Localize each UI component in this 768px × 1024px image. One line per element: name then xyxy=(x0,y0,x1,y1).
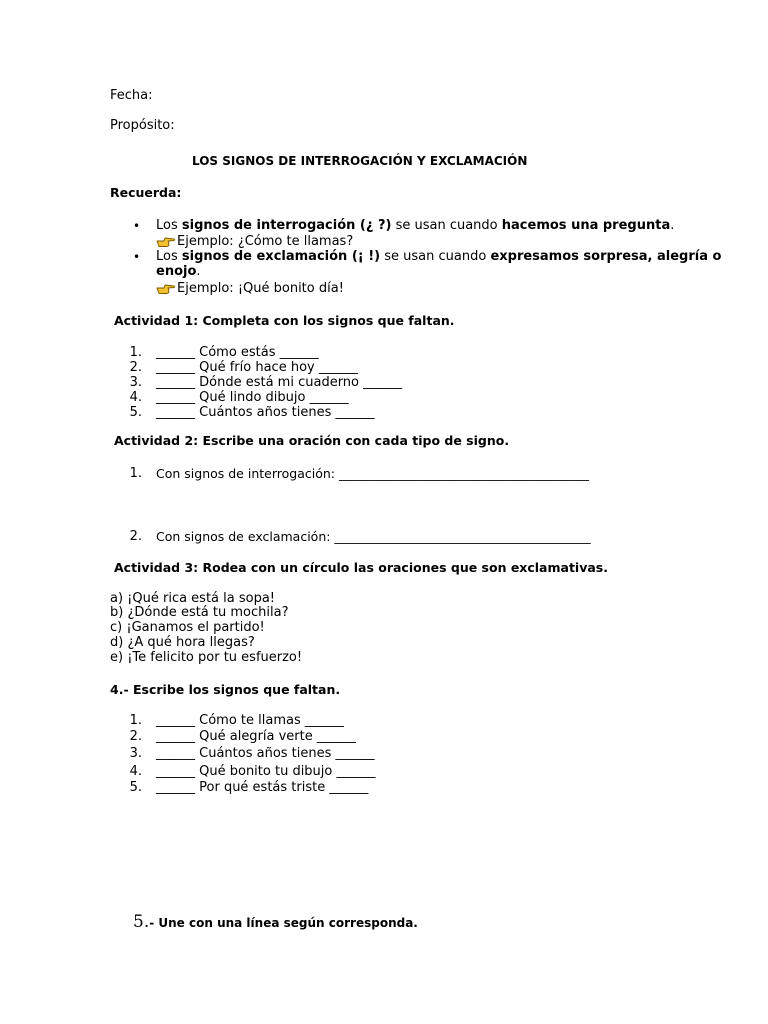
activity5-heading: 5.- Une con una línea según corresponda. xyxy=(133,912,418,932)
list-number: 3. xyxy=(129,375,142,390)
list-item: Con signos de interrogación: ________________________________________ xyxy=(156,466,589,481)
list-number: 4. xyxy=(129,390,142,405)
list-number: 1. xyxy=(129,345,142,360)
list-item: ______ Qué bonito tu dibujo ______ xyxy=(156,764,376,779)
list-item: ______ Cómo estás ______ xyxy=(156,345,319,360)
bullet: • xyxy=(133,250,141,264)
list-number: 1. xyxy=(129,466,142,481)
list-item: c) ¡Ganamos el partido! xyxy=(110,620,265,635)
activity2-heading: Actividad 2: Escribe una oración con cada tipo de signo. xyxy=(114,433,510,448)
remember-heading: Recuerda: xyxy=(110,185,182,200)
list-number: 1. xyxy=(129,713,142,728)
example-interrogation: Ejemplo: ¿Cómo te llamas? xyxy=(177,234,354,249)
list-item: ______ Cuántos años tienes ______ xyxy=(156,405,375,420)
pointing-hand-icon xyxy=(156,236,176,248)
remember-item-exclamation-cont: enojo. xyxy=(156,264,201,279)
remember-item-interrogation: Los signos de interrogación (¿ ?) se usan cuando hacemos una pregunta. xyxy=(156,218,675,233)
list-item: Con signos de exclamación: _________________________________________ xyxy=(156,529,591,544)
list-item: d) ¿A qué hora llegas? xyxy=(110,635,255,650)
date-label: Fecha: xyxy=(110,88,153,103)
example-exclamation: Ejemplo: ¡Qué bonito día! xyxy=(177,281,344,296)
list-number: 2. xyxy=(129,360,142,375)
list-item: a) ¡Qué rica está la sopa! xyxy=(110,591,276,606)
activity3-heading: Actividad 3: Rodea con un círculo las oraciones que son exclamativas. xyxy=(114,560,608,575)
purpose-label: Propósito: xyxy=(110,118,175,133)
list-number: 3. xyxy=(129,746,142,761)
activity1-heading: Actividad 1: Completa con los signos que faltan. xyxy=(114,313,455,328)
pointing-hand-icon xyxy=(156,283,176,295)
list-item: ______ Qué frío hace hoy ______ xyxy=(156,360,358,375)
list-number: 5. xyxy=(129,780,142,795)
page-title: LOS SIGNOS DE INTERROGACIÓN Y EXCLAMACIÓN xyxy=(192,154,528,168)
bullet: • xyxy=(133,219,141,233)
list-number: 5. xyxy=(129,405,142,420)
list-item: ______ Qué alegría verte ______ xyxy=(156,729,356,744)
list-item: ______ Por qué estás triste ______ xyxy=(156,780,369,795)
list-number: 4. xyxy=(129,764,142,779)
list-number: 2. xyxy=(129,729,142,744)
remember-item-exclamation: Los signos de exclamación (¡ !) se usan cuando expresamos sorpresa, alegría o xyxy=(156,249,722,264)
list-item: ______ Cuántos años tienes ______ xyxy=(156,746,375,761)
list-item: b) ¿Dónde está tu mochila? xyxy=(110,605,289,620)
list-item: e) ¡Te felicito por tu esfuerzo! xyxy=(110,650,303,665)
list-number: 2. xyxy=(129,529,142,544)
list-item: ______ Cómo te llamas ______ xyxy=(156,713,344,728)
list-item: ______ Qué lindo dibujo ______ xyxy=(156,390,349,405)
activity4-heading: 4.- Escribe los signos que faltan. xyxy=(110,682,341,697)
list-item: ______ Dónde está mi cuaderno ______ xyxy=(156,375,403,390)
